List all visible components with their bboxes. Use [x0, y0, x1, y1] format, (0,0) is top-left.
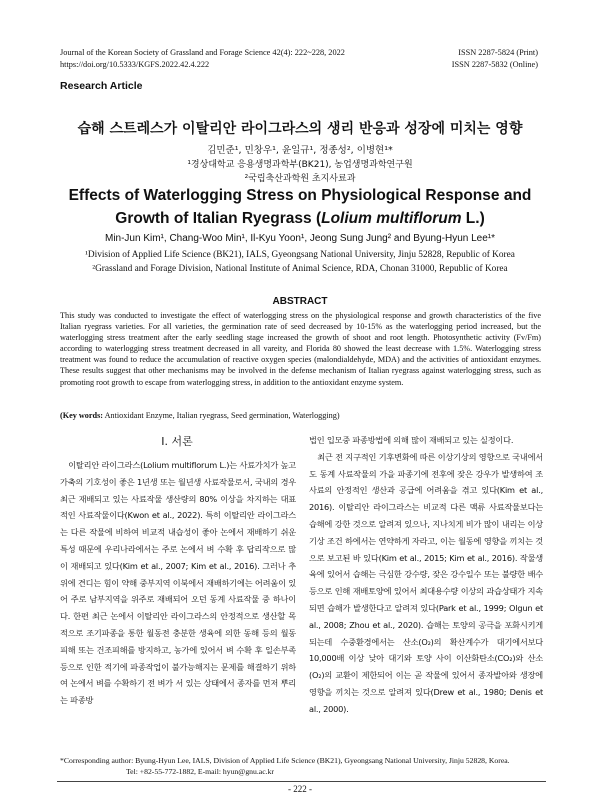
- corresponding-author-note: [60, 755, 541, 777]
- left-column: [60, 457, 296, 709]
- page-number: - 222 -: [288, 784, 312, 794]
- english-title-main: Effects of Waterlogging Stress on Physiological Response and Growth of Italian Ryegrass (: [68, 187, 532, 227]
- abstract-body: This study was conducted to investigate the effect of waterlogging stress on the physiological response and growth characteristics of the five Italian ryegrass varieties. For all varieties, the germination rate of seed decreased by 10-15% as the waterlogging period increased, but the waterlogging stress treatment after the early seedling stage increased the growth of shoot and root length. Photosynthetic activity (Fv/Fm) according to waterlogging stress treatment decreased in all vareity, and Florida 80 showed the least decrease with 1.5%. Waterlogging stress treatment was found to reduce the accumulation of reactive oxygen species (malondialdehyde, MDA) and the activities of antioxidant enzymes. These results suggest that other mechanisms may be involved in the defense mechanism of Italian ryegrass against waterlogging stress, such as promoting root growth to escape from waterlogging stress, in addition to the antioxidant enzyme system.: [60, 311, 541, 387]
- korean-authors: 김민준¹, 민창우¹, 윤일규¹, 정종성², 이병현¹*: [207, 145, 393, 156]
- footnote-divider: [57, 781, 546, 782]
- english-affiliation-2: ²Grassland and Forage Division, National Institute of Animal Science, RDA, Chonan 31000, Republic of Korea: [92, 264, 508, 274]
- article-type-label: Research Article: [60, 80, 143, 92]
- english-authors: Min-Jun Kim¹, Chang-Woo Min¹, Il-Kyu Yoon¹, Jeong Sung Jung² and Byung-Hyun Lee¹*: [104, 233, 496, 244]
- keywords-label: (Key words:: [60, 411, 103, 420]
- contact-info[interactable]: Tel: +82-55-772-1882, E-mail: hyun@gnu.ac.kr: [126, 767, 274, 776]
- journal-citation: Journal of the Korean Society of Grassland and Forage Science 42(4): 222~228, 2022: [60, 48, 345, 57]
- english-title-species: Lolium multiflorum: [321, 210, 462, 227]
- korean-affiliation-2: ²국립축산과학원 초지사료과: [244, 174, 356, 184]
- keywords-list: Antioxidant Enzyme, Italian ryegrass, Seed germination, Waterlogging): [102, 411, 340, 420]
- corresponding-author: *Corresponding author: Byung-Hyun Lee, IALS, Division of Applied Life Science (BK21), Gyeongsang National University, Jinju 52828, Korea.: [60, 756, 510, 765]
- korean-title: 습해 스트레스가 이탈리안 라이그라스의 생리 반응과 성장에 미치는 영향: [77, 121, 523, 137]
- intro-paragraph-2: 최근 전 지구적인 기후변화에 따른 이상기상의 영향으로 국내에서도 동계 사료작물의 가을 파종기에 전후에 잦은 강우가 발생하여 조사료의 안정적인 생산과 공급에 어려움을 겪고 있다(Kim et al., 2016). 이탈리안 라이그라스는 비교적 다른 맥류 사료작물보다는 습해에 강한 것으로 알려져 있으나, 지나치게 비가 많이 내리는 이상기상 조건 하에서는 연약하게 자라고, 이는 월동에 영향을 끼치는 것으로 보고된 바 있다(Kim et al., 2015; Kim et al., 2016). 작물생육에 있어서 습해는 극심한 강수량, 잦은 강수일수 또는 불량한 배수 등으로 인해 재배토양에 있어서 최대용수량 이상의 과습상태가 지속되면 습해가 발생한다고 알려져 있다(Park et al., 1999; Olgun et al., 2008; Zhou et al., 2020). 습해는 토양의 공극을 포화시키게 되는데 수중환경에서는 산소(O₂)의 확산계수가 대기에서보다 10,000배 이상 낮아 대기와 토양 사이 이산화탄소(CO₂)와 산소(O₂)의 교환이 제한되어 이는 곧 작물에 있어서 종자발아와 생장에 영향을 끼치는 것으로 알려져 있다(Drew et al., 1980; Denis et al., 2000).: [309, 451, 543, 714]
- english-title: [60, 184, 540, 230]
- issn-print: ISSN 2287-5824 (Print): [458, 48, 538, 57]
- abstract-heading: ABSTRACT: [272, 296, 328, 307]
- english-affiliation-1: ¹Division of Applied Life Science (BK21), IALS, Gyeongsang National University, Jinju 52828, Republic of Korea: [85, 250, 515, 260]
- section-heading-introduction: Ⅰ. 서론: [161, 435, 193, 448]
- english-title-end: L.): [461, 210, 485, 227]
- korean-affiliation-1: ¹경상대학교 응용생명과학부(BK21), 농업생명과학연구원: [187, 160, 413, 170]
- doi-link[interactable]: https://doi.org/10.5333/KGFS.2022.42.4.222: [60, 60, 210, 69]
- journal-header: [60, 47, 345, 71]
- right-column: [309, 432, 543, 718]
- issn-online: ISSN 2287-5832 (Online): [451, 60, 538, 69]
- intro-paragraph-1-continued: 법인 입모중 파종방법에 의해 많이 재배되고 있는 실정이다.: [309, 435, 514, 445]
- keywords: [60, 411, 541, 420]
- issn-block: [452, 47, 538, 71]
- intro-paragraph-1: 이탈리안 라이그라스(Lolium multiflorum L.)는 사료가치가 높고 가축의 기호성이 좋은 1년생 또는 월년생 사료작물로서, 국내의 경우 최근 재배되고 있는 사료작물 생산량의 80% 이상을 차지하는 대표적인 사료작물이다(Kwon et al., 2022). 특히 이탈리안 라이그라스는 다른 작물에 비하여 비교적 내습성이 좋아 논에서 재배하기 쉬운 특성 때문에 우리나라에서는 주로 논에서 벼 수확 후 답리작으로 많이 재배되고 있다(Kim et al., 2007; Kim et al., 2016). 그러나 추위에 견디는 힘이 약해 중부지역 이북에서 재배하기에는 어려움이 있어 주로 남부지역을 위주로 재배되어 오던 동계 사료작물 중 하나이다. 한편 최근 논에서 이탈리안 라이그라스의 안정적으로 생산할 목적으로 조기파종을 통한 월동전 충분한 생육에 의한 동해 등의 월동피해 또는 건조피해를 방지하고, 농가에 있어서 벼 수확 후 일손부족 등으로 인한 적기에 파종작업이 불가능해지는 문제를 해결하기 위하여 논에서 벼를 수확하기 전 벼가 서 있는 상태에서 종자를 먼저 뿌리는 파종방: [60, 460, 296, 706]
